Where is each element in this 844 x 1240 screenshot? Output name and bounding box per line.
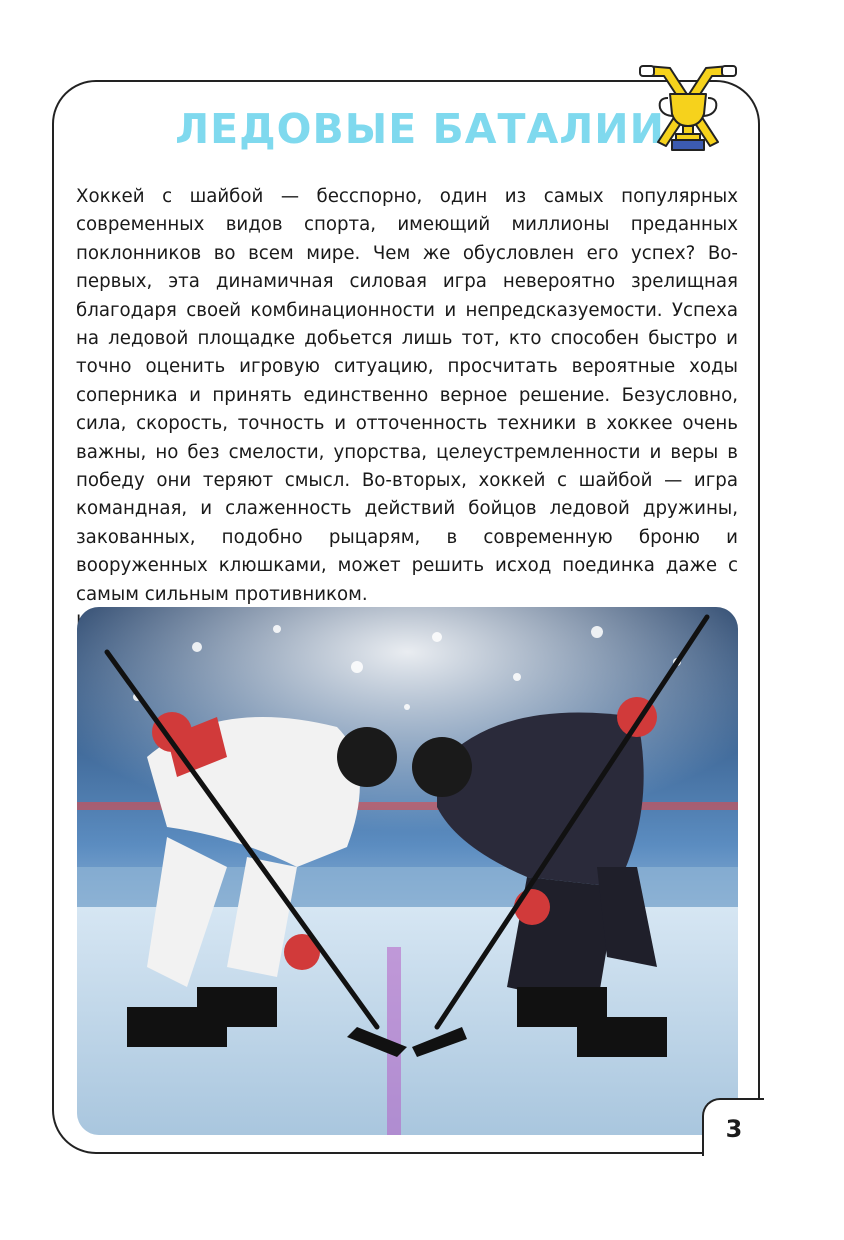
trophy-with-crossed-sticks-icon <box>636 60 740 156</box>
article-paragraph: Хоккей с шайбой — бесспорно, один из самых популярных современных видов спорта, имеющий миллионы преданных поклонников во всем мире. Чем же обусловлен его успех? Во-первых, эта динамичная силовая игра невероятно зрелищная благодаря своей комбинационности и непредсказуемости. Успеха на ледовой площадке добьется лишь тот, кто способен быстро и точно оценить игровую ситуацию, просчитать вероятные ходы соперника и принять единственно верное решение. Безусловно, сила, скорость, точность и отточенность техники в хоккее очень важны, но без смелости, упорства, целеустремленности и веры в победу они теряют смысл. Во-вторых, хоккей с шайбой — игра командная, и слаженность действий бойцов ледовой дружины, закованных, подобно рыцарям, в современную броню и вооруженных клюшками, может решить исход поединка даже с самым сильным противником. <box>76 186 738 605</box>
hockey-faceoff-photo <box>77 607 738 1135</box>
hockey-faceoff-illustration <box>77 607 738 1135</box>
article-text <box>76 183 738 638</box>
page-title: ЛЕДОВЫЕ БАТАЛИИ <box>175 105 665 153</box>
page-number: 3 <box>725 1115 743 1143</box>
